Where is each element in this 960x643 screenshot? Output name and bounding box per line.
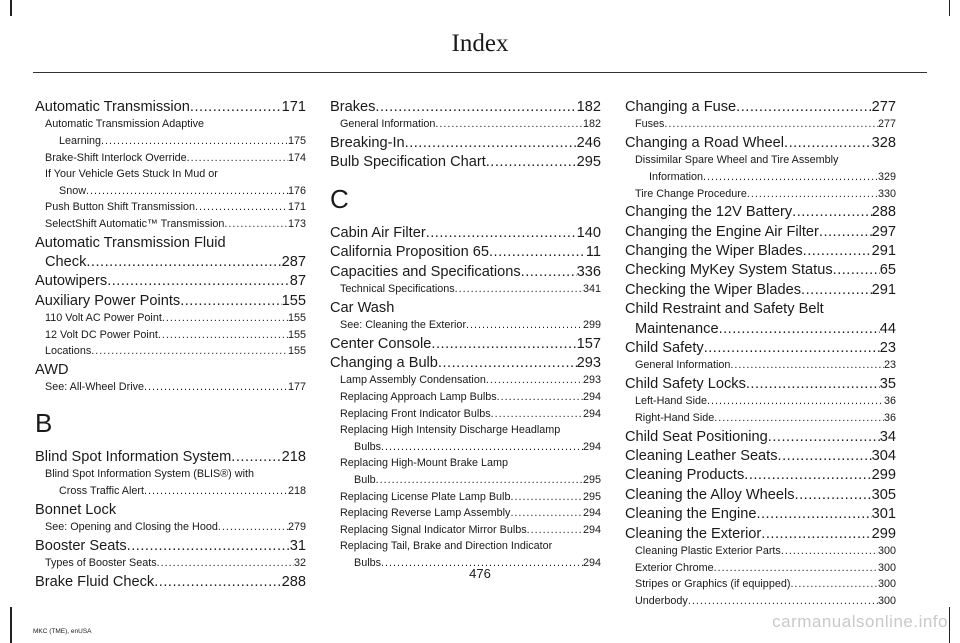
index-entry[interactable]: Checking the Wiper Blades ..... 291 xyxy=(625,281,896,299)
index-entry[interactable]: Brakes ..... 182 xyxy=(330,98,601,116)
footer-text: MKC (TME), enUSA xyxy=(33,628,92,635)
index-entry[interactable]: Cleaning Products ..... 299 xyxy=(625,466,896,484)
index-subentry[interactable]: Replacing Front Indicator Bulbs ..... 294 xyxy=(330,406,601,423)
index-entry[interactable]: Auxiliary Power Points ..... 155 xyxy=(35,292,306,310)
index-subentry: Replacing High Intensity Discharge Headlamp xyxy=(340,424,561,437)
watermark: carmanualsonline.info xyxy=(772,612,948,631)
header-divider xyxy=(33,72,927,73)
index-entry[interactable]: Brake Fluid Check ..... 288 xyxy=(35,573,306,591)
index-entry[interactable]: Cleaning the Exterior ..... 299 xyxy=(625,525,896,543)
index-entry[interactable]: Booster Seats ..... 31 xyxy=(35,537,306,555)
index-subentry: If Your Vehicle Gets Stuck In Mud or xyxy=(45,168,218,181)
index-subentry[interactable]: Right-Hand Side ..... 36 xyxy=(625,410,896,427)
index-entry[interactable]: Maintenance ..... 44 xyxy=(625,320,896,338)
index-entry[interactable]: Autowipers ..... 87 xyxy=(35,272,306,290)
index-entry[interactable]: Cabin Air Filter ..... 140 xyxy=(330,224,601,242)
index-subentry: Replacing High-Mount Brake Lamp xyxy=(340,457,509,470)
index-entry[interactable]: Checking MyKey System Status ..... 65 xyxy=(625,261,896,279)
index-entry[interactable]: Check ..... 287 xyxy=(35,253,306,271)
index-entry[interactable]: Changing a Fuse ..... 277 xyxy=(625,98,896,116)
index-subentry[interactable]: Replacing Signal Indicator Mirror Bulbs ..... 294 xyxy=(330,522,601,539)
index-subentry[interactable]: See: All-Wheel Drive ..... 177 xyxy=(35,379,306,396)
crop-mark-top-left xyxy=(10,0,12,16)
section-letter: B xyxy=(35,407,53,438)
index-subentry[interactable]: Underbody ..... 300 xyxy=(625,593,896,610)
index-entry[interactable]: Center Console ..... 157 xyxy=(330,335,601,353)
index-entry: Child Restraint and Safety Belt xyxy=(625,301,824,318)
index-subentry[interactable]: Learning ..... 175 xyxy=(35,133,306,150)
crop-mark-bottom-left xyxy=(10,607,12,643)
index-subentry[interactable]: Fuses ..... 277 xyxy=(625,116,896,133)
index-entry[interactable]: Changing the Wiper Blades ..... 291 xyxy=(625,242,896,260)
index-subentry[interactable]: Left-Hand Side ..... 36 xyxy=(625,393,896,410)
index-subentry[interactable]: See: Cleaning the Exterior ..... 299 xyxy=(330,317,601,334)
index-subentry[interactable]: 110 Volt AC Power Point ..... 155 xyxy=(35,310,306,327)
index-entry: AWD xyxy=(35,361,69,378)
index-subentry[interactable]: See: Opening and Closing the Hood ..... 279 xyxy=(35,519,306,536)
index-subentry: Automatic Transmission Adaptive xyxy=(45,118,205,131)
index-subentry[interactable]: Information ..... 329 xyxy=(625,169,896,186)
index-entry[interactable]: Changing the Engine Air Filter ..... 297 xyxy=(625,223,896,241)
index-column-1 xyxy=(35,97,306,591)
index-subentry[interactable]: Brake-Shift Interlock Override ..... 174 xyxy=(35,150,306,167)
index-subentry[interactable]: Technical Specifications ..... 341 xyxy=(330,281,601,298)
index-entry: Bonnet Lock xyxy=(35,501,117,518)
index-subentry[interactable]: Push Button Shift Transmission ..... 171 xyxy=(35,199,306,216)
crop-mark-top-right xyxy=(949,0,951,16)
index-subentry[interactable]: General Information ..... 182 xyxy=(330,116,601,133)
index-subentry[interactable]: Tire Change Procedure ..... 330 xyxy=(625,186,896,203)
index-entry[interactable]: Cleaning Leather Seats ..... 304 xyxy=(625,447,896,465)
index-entry[interactable]: Child Safety Locks ..... 35 xyxy=(625,375,896,393)
index-subentry[interactable]: Locations ..... 155 xyxy=(35,343,306,360)
index-entry[interactable]: Changing a Road Wheel ..... 328 xyxy=(625,134,896,152)
index-subentry[interactable]: Replacing License Plate Lamp Bulb ..... 295 xyxy=(330,489,601,506)
index-subentry[interactable]: Lamp Assembly Condensation ..... 293 xyxy=(330,372,601,389)
index-subentry[interactable]: Cross Traffic Alert ..... 218 xyxy=(35,483,306,500)
index-entry[interactable]: Cleaning the Alloy Wheels ..... 305 xyxy=(625,486,896,504)
index-column-3 xyxy=(625,97,896,609)
index-subentry[interactable]: General Information ..... 23 xyxy=(625,357,896,374)
index-entry[interactable]: Changing the 12V Battery ..... 288 xyxy=(625,203,896,221)
index-subentry: Dissimilar Spare Wheel and Tire Assembly xyxy=(635,154,839,167)
index-entry: Car Wash xyxy=(330,299,395,316)
page-number: 476 xyxy=(469,566,491,581)
index-entry[interactable]: Cleaning the Engine ..... 301 xyxy=(625,505,896,523)
index-entry: Automatic Transmission Fluid xyxy=(35,234,226,251)
index-subentry[interactable]: Replacing Reverse Lamp Assembly ..... 294 xyxy=(330,505,601,522)
index-subentry: Blind Spot Information System (BLIS®) with xyxy=(45,468,254,481)
index-subentry[interactable]: Bulbs ..... 294 xyxy=(330,439,601,456)
index-subentry[interactable]: Exterior Chrome ..... 300 xyxy=(625,560,896,577)
index-entry[interactable]: Blind Spot Information System ..... 218 xyxy=(35,448,306,466)
crop-mark-bottom-right xyxy=(949,607,951,643)
index-subentry[interactable]: Replacing Approach Lamp Bulbs ..... 294 xyxy=(330,389,601,406)
index-entry[interactable]: Automatic Transmission ..... 171 xyxy=(35,98,306,116)
index-column-2 xyxy=(330,97,601,572)
index-entry[interactable]: Capacities and Specifications ..... 336 xyxy=(330,263,601,281)
index-subentry: Replacing Tail, Brake and Direction Indicator xyxy=(340,540,553,553)
index-entry[interactable]: California Proposition 65 ..... 11 xyxy=(330,243,601,261)
index-subentry[interactable]: Bulb ..... 295 xyxy=(330,472,601,489)
index-entry[interactable]: Breaking-In ..... 246 xyxy=(330,134,601,152)
index-subentry[interactable]: Snow ..... 176 xyxy=(35,183,306,200)
index-subentry[interactable]: Cleaning Plastic Exterior Parts ..... 300 xyxy=(625,543,896,560)
index-entry[interactable]: Changing a Bulb ..... 293 xyxy=(330,354,601,372)
index-entry[interactable]: Bulb Specification Chart ..... 295 xyxy=(330,153,601,171)
index-entry[interactable]: Child Safety ..... 23 xyxy=(625,339,896,357)
index-subentry[interactable]: 12 Volt DC Power Point ..... 155 xyxy=(35,327,306,344)
index-subentry[interactable]: Bulbs ..... 294 xyxy=(330,555,601,572)
index-subentry[interactable]: Types of Booster Seats ..... 32 xyxy=(35,555,306,572)
index-subentry[interactable]: SelectShift Automatic™ Transmission ..... 173 xyxy=(35,216,306,233)
index-entry[interactable]: Child Seat Positioning ..... 34 xyxy=(625,428,896,446)
section-letter: C xyxy=(330,183,349,214)
index-subentry[interactable]: Stripes or Graphics (if equipped) ..... 300 xyxy=(625,576,896,593)
page-title: Index xyxy=(451,30,509,57)
